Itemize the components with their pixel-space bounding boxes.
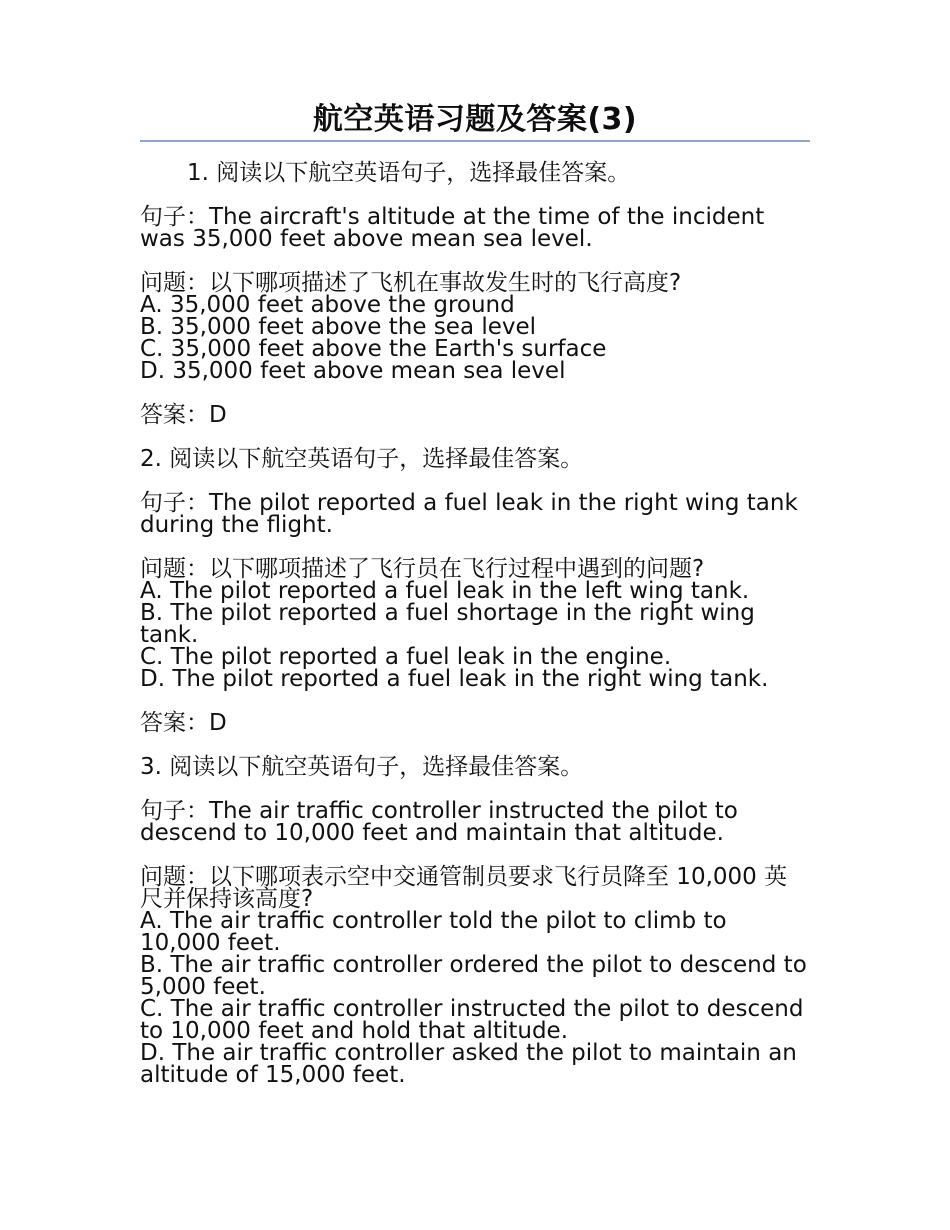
question-2-option-c: C. The pilot reported a fuel leak in the engine. — [140, 644, 672, 670]
question-2 — [140, 448, 810, 734]
question-3-option-b: B. The air traffic controller ordered the pilot to descend to 5,000 feet. — [140, 952, 807, 1000]
question-1-option-c: C. 35,000 feet above the Earth's surface — [140, 336, 607, 362]
question-3-option-a: A. The air traffic controller told the pilot to climb to 10,000 feet. — [140, 908, 727, 956]
question-2-sentence: 句子：The pilot reported a fuel leak in the right wing tank during the flight. — [140, 490, 798, 538]
question-1-header: 1. 阅读以下航空英语句子，选择最佳答案。 — [187, 160, 631, 186]
question-2-answer: 答案：D — [140, 710, 227, 736]
question-1-prompt: 问题：以下哪项描述了飞机在事故发生时的飞行高度? — [140, 270, 682, 296]
question-3-sentence: 句子：The air traffic controller instructed the pilot to descend to 10,000 feet and maintain that altitude. — [140, 798, 738, 846]
question-3 — [140, 756, 810, 1086]
question-2-option-b: B. The pilot reported a fuel shortage in the right wing tank. — [140, 600, 755, 648]
document-title: 航空英语习题及答案(3) — [312, 102, 638, 137]
question-1-option-d: D. 35,000 feet above mean sea level — [140, 358, 566, 384]
question-1 — [140, 162, 810, 426]
title-block — [140, 100, 810, 142]
question-1-option-b: B. 35,000 feet above the sea level — [140, 314, 537, 340]
question-3-prompt: 问题：以下哪项表示空中交通管制员要求飞行员降至 10,000 英尺并保持该高度? — [140, 864, 788, 912]
question-3-option-c: C. The air traffic controller instructed the pilot to descend to 10,000 feet and hold that altitude. — [140, 996, 804, 1044]
title-underline — [140, 140, 810, 142]
question-2-option-d: D. The pilot reported a fuel leak in the right wing tank. — [140, 666, 769, 692]
question-1-option-a: A. 35,000 feet above the ground — [140, 292, 515, 318]
question-2-option-a: A. The pilot reported a fuel leak in the left wing tank. — [140, 578, 750, 604]
document-page — [140, 100, 810, 1086]
question-2-header: 2. 阅读以下航空英语句子，选择最佳答案。 — [140, 446, 584, 472]
question-3-option-d: D. The air traffic controller asked the pilot to maintain an altitude of 15,000 feet. — [140, 1040, 797, 1088]
question-2-prompt: 问题：以下哪项描述了飞行员在飞行过程中遇到的问题? — [140, 556, 705, 582]
question-1-sentence: 句子：The aircraft's altitude at the time of the incident was 35,000 feet above mean sea level. — [140, 204, 765, 252]
question-1-answer: 答案：D — [140, 402, 227, 428]
question-3-header: 3. 阅读以下航空英语句子，选择最佳答案。 — [140, 754, 584, 780]
